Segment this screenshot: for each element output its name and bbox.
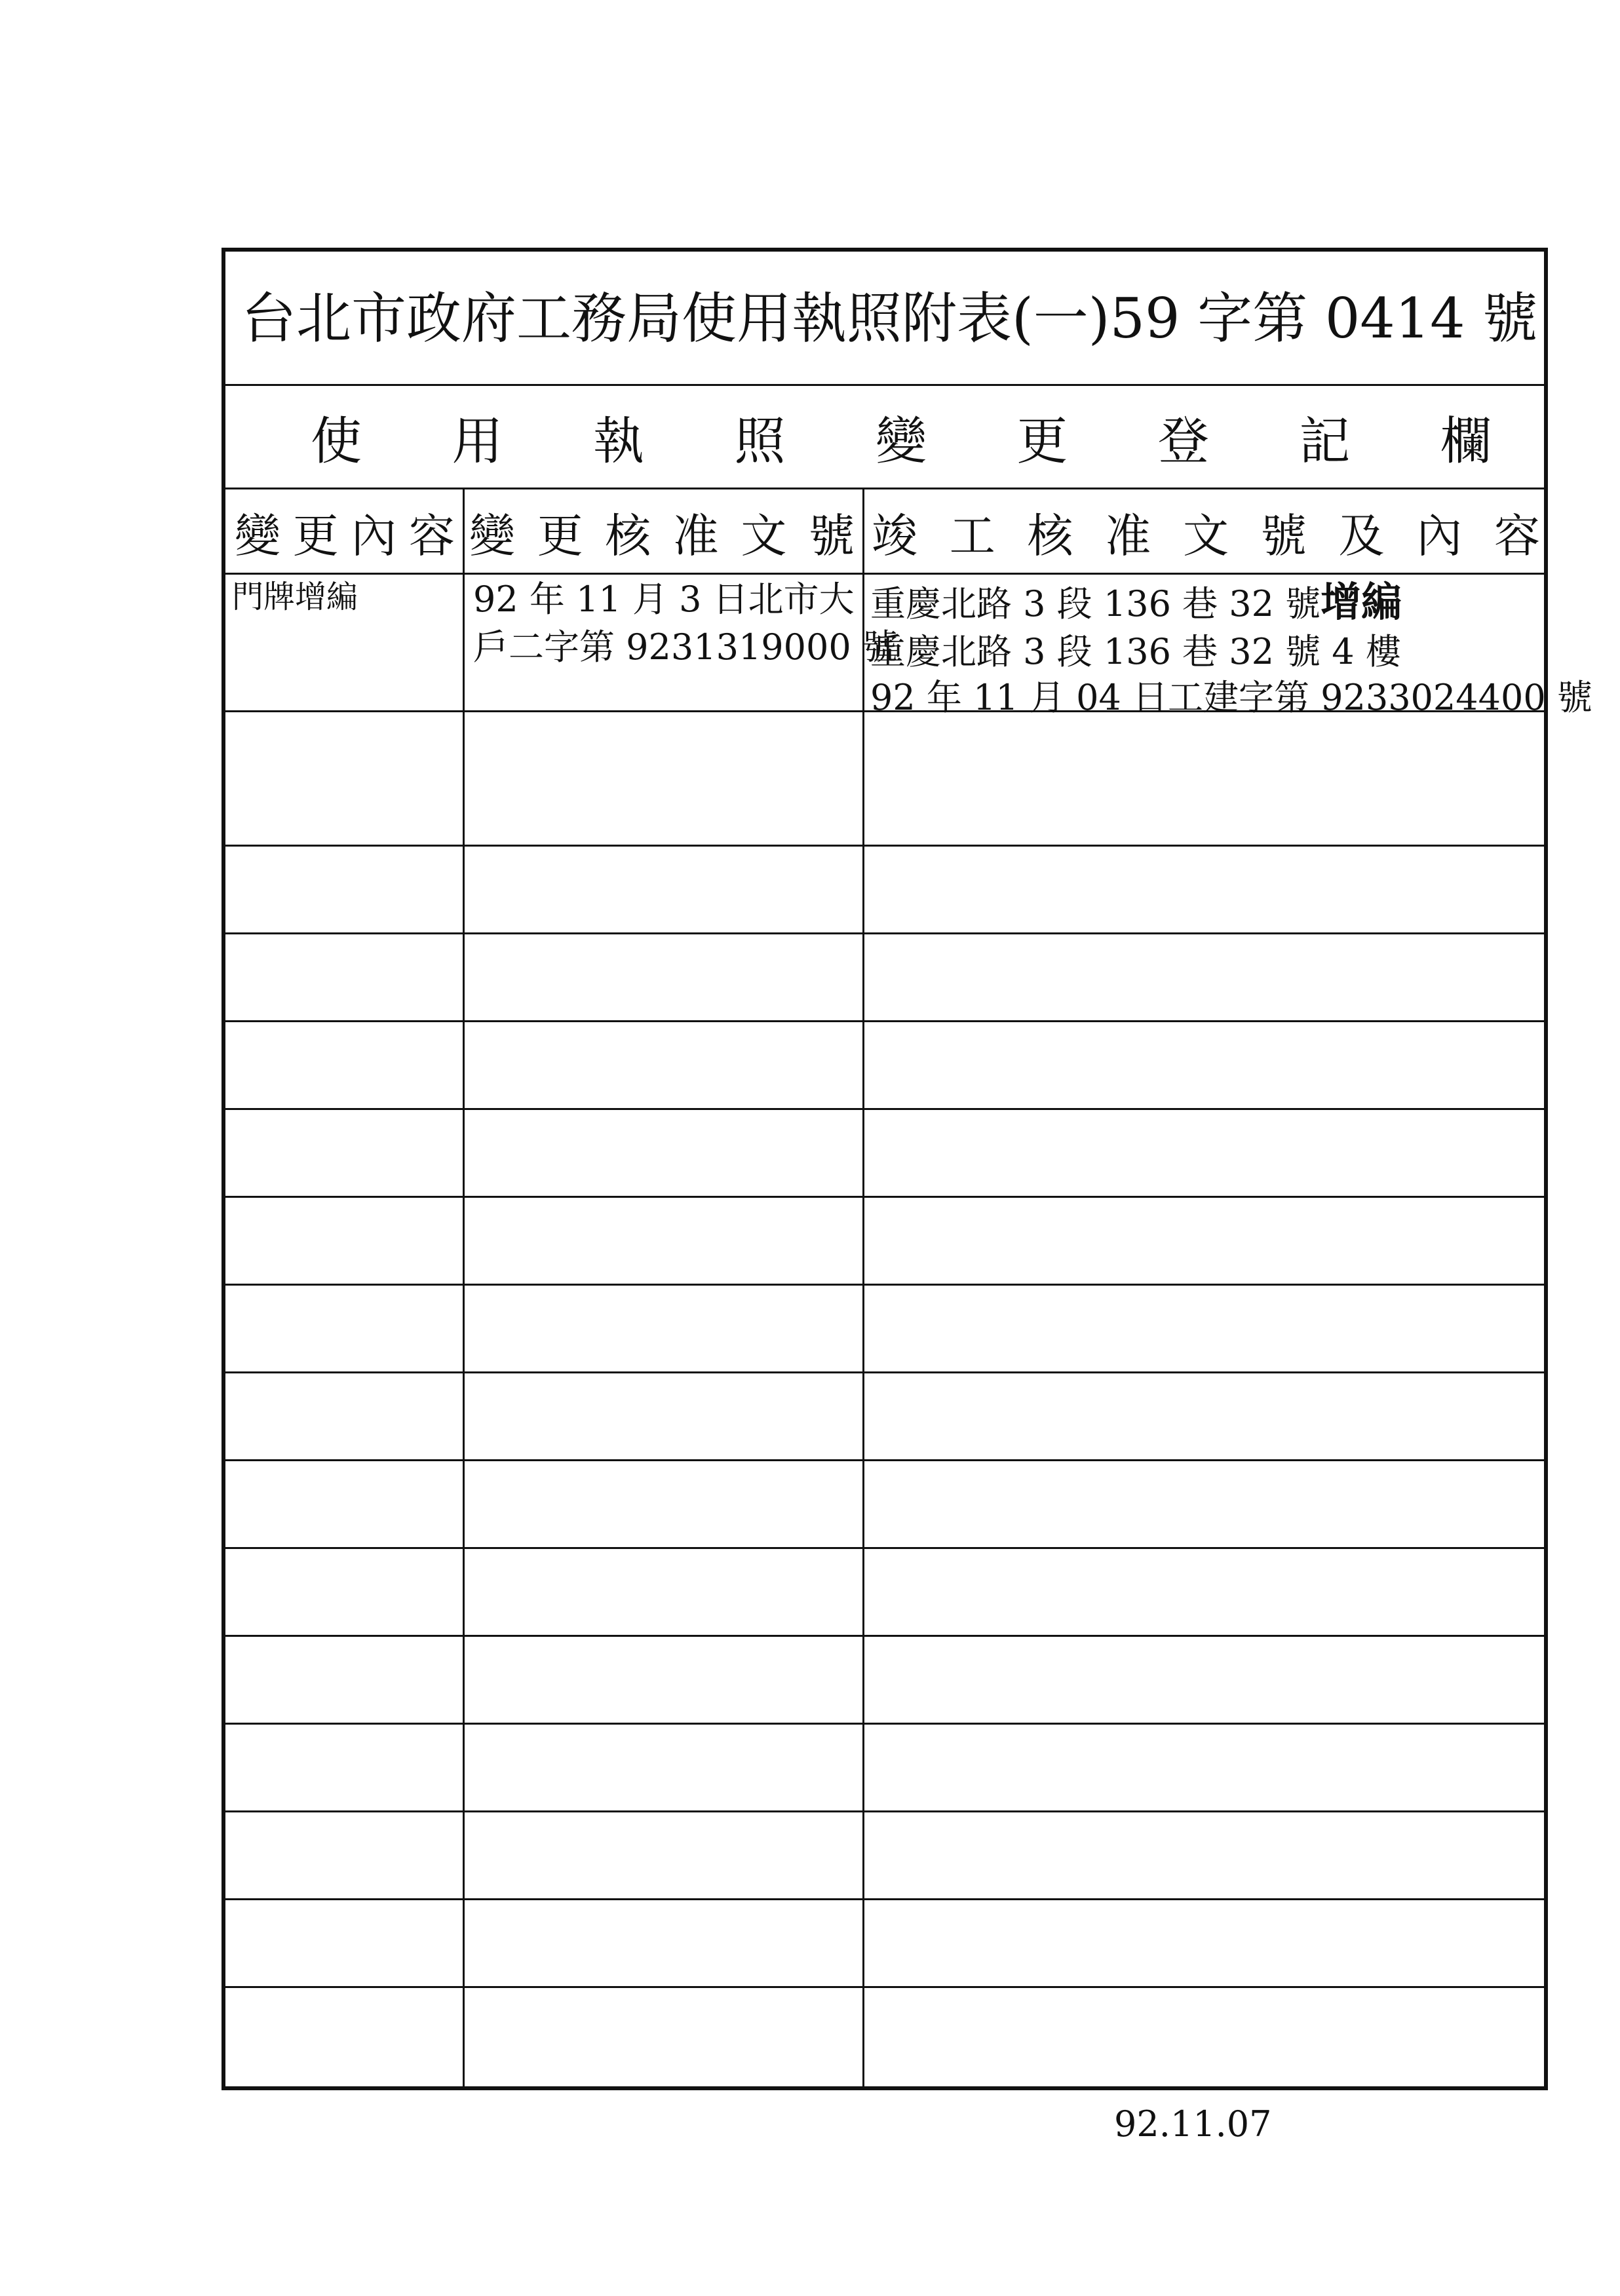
header-char: 號 (808, 508, 855, 563)
header-char: 變 (235, 508, 280, 563)
header-char: 容 (408, 508, 455, 563)
table-row (225, 1549, 1544, 1637)
header-char: 工 (949, 508, 995, 563)
change-content-cell: 門牌增編 (232, 579, 358, 615)
header-char: 核 (1027, 508, 1073, 563)
register-table (222, 248, 1592, 2090)
table-row (225, 1900, 1544, 1988)
table-row (225, 1988, 1544, 2093)
header-char: 准 (672, 508, 719, 563)
header-char: 更 (537, 508, 583, 563)
banner-char: 執 (592, 411, 644, 471)
table-row (225, 1286, 1544, 1373)
document-title: 台北市政府工務局使用執照附表(一)59 字第 0414 號 (225, 252, 1544, 386)
table-row (225, 1725, 1544, 1812)
header-char: 內 (1416, 508, 1463, 563)
table-row (225, 575, 1592, 718)
table-row (225, 1461, 1544, 1549)
handwritten-note: 增編 (1321, 578, 1402, 626)
table-row (225, 1812, 1544, 1900)
banner-char: 使 (311, 411, 362, 471)
approval-line: 戶二字第 9231319000 號 (473, 626, 898, 668)
banner-char: 變 (875, 411, 927, 471)
header-char: 更 (292, 508, 339, 563)
document-date: 92.11.07 (1114, 2103, 1272, 2145)
header-char: 竣 (872, 508, 917, 563)
completion-address: 重慶北路 3 段 136 巷 32 號 (870, 583, 1321, 624)
header-char: 准 (1105, 508, 1151, 563)
header-char: 容 (1494, 508, 1540, 563)
header-char: 號 (1260, 508, 1307, 563)
header-char: 文 (1183, 508, 1229, 563)
completion-cell (870, 576, 1592, 721)
table-row (225, 1198, 1544, 1286)
banner-char: 欄 (1440, 411, 1492, 471)
column-header-row (225, 489, 1544, 575)
table-row (225, 1637, 1544, 1725)
section-banner (225, 386, 1544, 489)
table-row (225, 1022, 1544, 1110)
table-row (225, 1373, 1544, 1461)
column-header-approval-number (464, 489, 860, 575)
column-header-completion (864, 489, 1545, 575)
table-row (225, 847, 1544, 934)
banner-char: 登 (1157, 411, 1209, 471)
table-row (225, 934, 1544, 1022)
header-char: 文 (741, 508, 787, 563)
completion-line: 重慶北路 3 段 136 巷 32 號 4 樓 (870, 630, 1401, 672)
header-char: 核 (605, 508, 651, 563)
completion-line: 92 年 11 月 04 日工建字第 9233024400 號 (870, 676, 1592, 718)
table-body (225, 575, 1592, 2093)
header-char: 及 (1338, 508, 1385, 563)
header-char: 變 (469, 508, 515, 563)
column-header-change-content (229, 489, 460, 575)
banner-char: 記 (1299, 411, 1351, 471)
header-char: 內 (351, 508, 397, 563)
table-row (225, 1110, 1544, 1198)
banner-char: 更 (1016, 411, 1068, 471)
completion-line (870, 576, 1592, 629)
approval-line: 92 年 11 月 3 日北市大 (473, 579, 855, 620)
table-row (225, 712, 1544, 847)
approval-number-cell (473, 576, 898, 672)
banner-char: 照 (734, 411, 786, 471)
banner-char: 用 (452, 411, 503, 471)
